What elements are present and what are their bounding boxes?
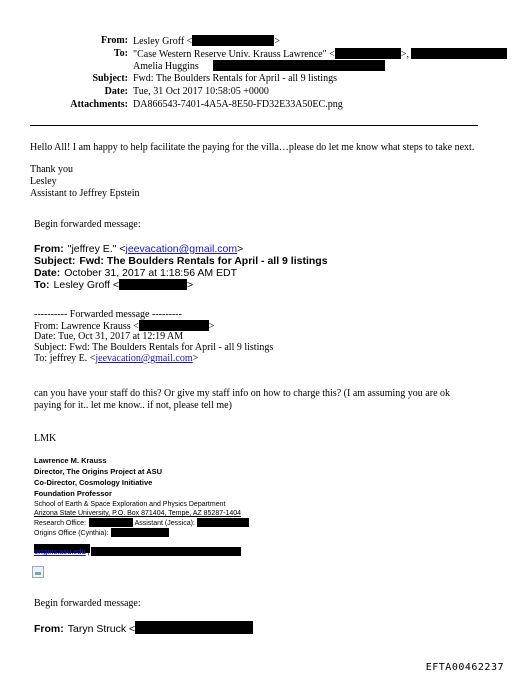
subject-value: Fwd: The Boulders Rentals for April - all 9 listings bbox=[133, 73, 337, 84]
sender-name: Lesley bbox=[30, 176, 57, 187]
sig-name: Lawrence M. Krauss bbox=[34, 456, 107, 465]
header-divider bbox=[30, 125, 478, 126]
redaction bbox=[119, 279, 187, 290]
fwd2-date: Date: Tue, Oct 31, 2017 at 12:19 AM bbox=[34, 331, 184, 342]
attachment-link[interactable]: DA866543-7401-4A5A-8E50-FD32E33A50EC.png bbox=[133, 99, 343, 110]
redaction bbox=[135, 621, 253, 634]
redaction bbox=[411, 48, 507, 59]
broken-image-icon bbox=[32, 566, 44, 578]
fwd2-subject: Subject: Fwd: The Boulders Rentals for April - all 9 listings bbox=[34, 342, 274, 353]
redaction bbox=[192, 35, 274, 46]
subject-label: Subject: bbox=[92, 73, 128, 84]
fwd3-from: From: Taryn Struck < bbox=[34, 619, 253, 637]
lmk-text: LMK bbox=[34, 433, 57, 444]
sig-research: Research Office: Assistant (Jessica): bbox=[34, 518, 249, 528]
forward-intro-2: Begin forwarded message: bbox=[34, 598, 141, 609]
redaction bbox=[197, 518, 249, 527]
to-value: "Case Western Reserve Univ. Krauss Lawrence" < >, bbox=[133, 48, 507, 60]
fwd2-body-line1: can you have your staff do this? Or give my staff info on how to charge this? (I am assuming you are ok bbox=[34, 388, 451, 399]
sig-title3: Foundation Professor bbox=[34, 489, 112, 498]
sig-links: origins.asu.edu | bbox=[34, 547, 241, 557]
email-link[interactable]: jeevacation@gmail.com bbox=[125, 243, 238, 255]
from-value: Lesley Groff < > bbox=[133, 36, 280, 47]
sig-title1: Director, The Origins Project at ASU bbox=[34, 467, 163, 476]
redaction bbox=[89, 518, 133, 527]
date-value: Tue, 31 Oct 2017 10:58:05 +0000 bbox=[133, 86, 269, 97]
origins-link[interactable]: origins.asu.edu bbox=[34, 549, 86, 556]
fwd1-date: Date: October 31, 2017 at 1:18:56 AM EDT bbox=[34, 267, 238, 279]
fwd2-body-line2: paying for it.. let me know.. if not, please tell me) bbox=[34, 400, 232, 411]
redaction bbox=[213, 60, 385, 71]
sig-school: School of Earth & Space Exploration and Physics Department bbox=[34, 501, 226, 508]
redaction bbox=[91, 547, 241, 556]
redaction bbox=[335, 48, 401, 59]
email-link[interactable]: jeevacation@gmail.com bbox=[95, 353, 193, 364]
bates-number: EFTA00462237 bbox=[425, 662, 504, 673]
sender-role: Assistant to Jeffrey Epstein bbox=[30, 188, 140, 199]
forward-intro: Begin forwarded message: bbox=[34, 219, 141, 230]
fwd1-to: To: Lesley Groff < > bbox=[34, 279, 194, 291]
sig-origins: Origins Office (Cynthia): bbox=[34, 528, 169, 538]
to-value-line2: Amelia Huggins bbox=[133, 60, 385, 72]
sig-title2: Co-Director, Cosmology Initiative bbox=[34, 478, 153, 487]
greeting-text: Hello All! I am happy to help facilitate the paying for the villa…please do let me know what steps to take next. bbox=[30, 142, 475, 153]
redaction bbox=[139, 320, 209, 331]
fwd2-to: To: jeffrey E. <jeevacation@gmail.com> bbox=[34, 353, 199, 364]
to-label: To: bbox=[113, 48, 128, 59]
redaction bbox=[111, 528, 169, 537]
attachments-label: Attachments: bbox=[70, 99, 128, 110]
fwd1-from: From: "jeffrey E." <jeevacation@gmail.com> bbox=[34, 243, 244, 255]
forwarded-divider: ---------- Forwarded message --------- bbox=[34, 309, 182, 320]
sig-address: Arizona State University, P.O. Box 871404, Tempe, AZ 85287-1404 bbox=[34, 510, 242, 517]
fwd2-from: From: Lawrence Krauss < > bbox=[34, 321, 215, 332]
thanks-text: Thank you bbox=[30, 164, 74, 175]
from-label: From: bbox=[100, 35, 128, 46]
fwd1-subject: Subject: Fwd: The Boulders Rentals for April - all 9 listings bbox=[34, 255, 328, 267]
date-label: Date: bbox=[104, 86, 128, 97]
